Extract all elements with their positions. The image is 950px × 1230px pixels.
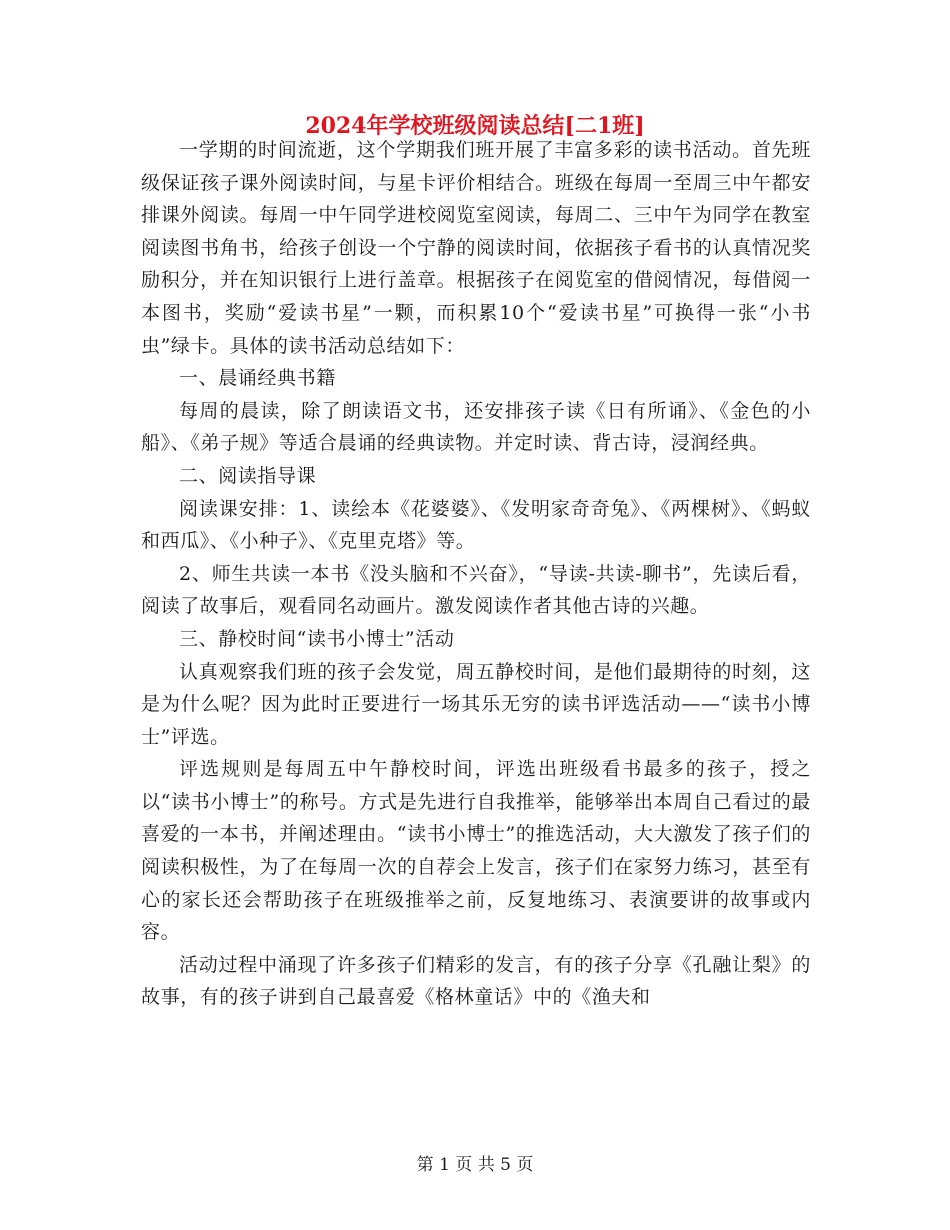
document-title: 2024年学校班级阅读总结[二1班] — [305, 113, 645, 139]
section-heading-1: 一、晨诵经典书籍 — [179, 367, 336, 390]
paragraph-rules: 评选规则是每周五中午静校时间，评选出班级看书最多的孩子，授之以“读书小博士”的称号。方式是先进行自我推举，能够举出本周自己看过的最喜爱的一本书，并阐述理由。“读书小博士”的推选活动，大大激发了孩子们的阅读积极性，为了在每周一次的自荐会上发言，孩子们在家努力练习，甚至有心的家长还会帮助孩子在班级推举之前，反复地练习、表演要讲的故事或内容。 — [141, 758, 811, 944]
document-body — [141, 134, 811, 1014]
section-heading-2: 二、阅读指导课 — [179, 464, 317, 487]
paragraph-reading-class: 阅读课安排：1、读绘本《花婆婆》、《发明家奇奇兔》、《两棵树》、《蚂蚁和西瓜》、《小种子》、《克里克塔》等。 — [141, 497, 811, 553]
page-footer: 第 1 页 共 5 页 — [416, 1155, 534, 1175]
paragraph-shared-reading: 2、师生共读一本书《没头脑和不兴奋》，“导读-共读-聊书”，先读后看，阅读了故事后，观看同名动画片。激发阅读作者其他古诗的兴趣。 — [141, 562, 811, 618]
paragraph-morning-reading: 每周的晨读，除了朗读语文书，还安排孩子读《日有所诵》、《金色的小船》、《弟子规》等适合晨诵的经典读物。并定时读、背古诗，浸润经典。 — [141, 399, 811, 455]
section-heading-3: 三、静校时间“读书小博士”活动 — [179, 627, 455, 650]
paragraph-intro: 一学期的时间流逝，这个学期我们班开展了丰富多彩的读书活动。首先班级保证孩子课外阅读时间，与星卡评价相结合。班级在每周一至周三中午都安排课外阅读。每周一中午同学进校阅览室阅读，每周二、三中午为同学在教室阅读图书角书，给孩子创设一个宁静的阅读时间，依据孩子看书的认真情况奖励积分，并在知识银行上进行盖章。根据孩子在阅览室的借阅情况，每借阅一本图书，奖励“爱读书星”一颗，而积累10个“爱读书星”可换得一张“小书虫”绿卡。具体的读书活动总结如下： — [141, 139, 811, 357]
paragraph-activity: 活动过程中涌现了许多孩子们精彩的发言，有的孩子分享《孔融让梨》的故事，有的孩子讲到自己最喜爱《格林童话》中的《渔夫和 — [141, 953, 811, 1009]
paragraph-observation: 认真观察我们班的孩子会发觉，周五静校时间，是他们最期待的时刻，这是为什么呢？因为此时正要进行一场其乐无穷的读书评选活动——“读书小博士”评选。 — [141, 660, 811, 748]
